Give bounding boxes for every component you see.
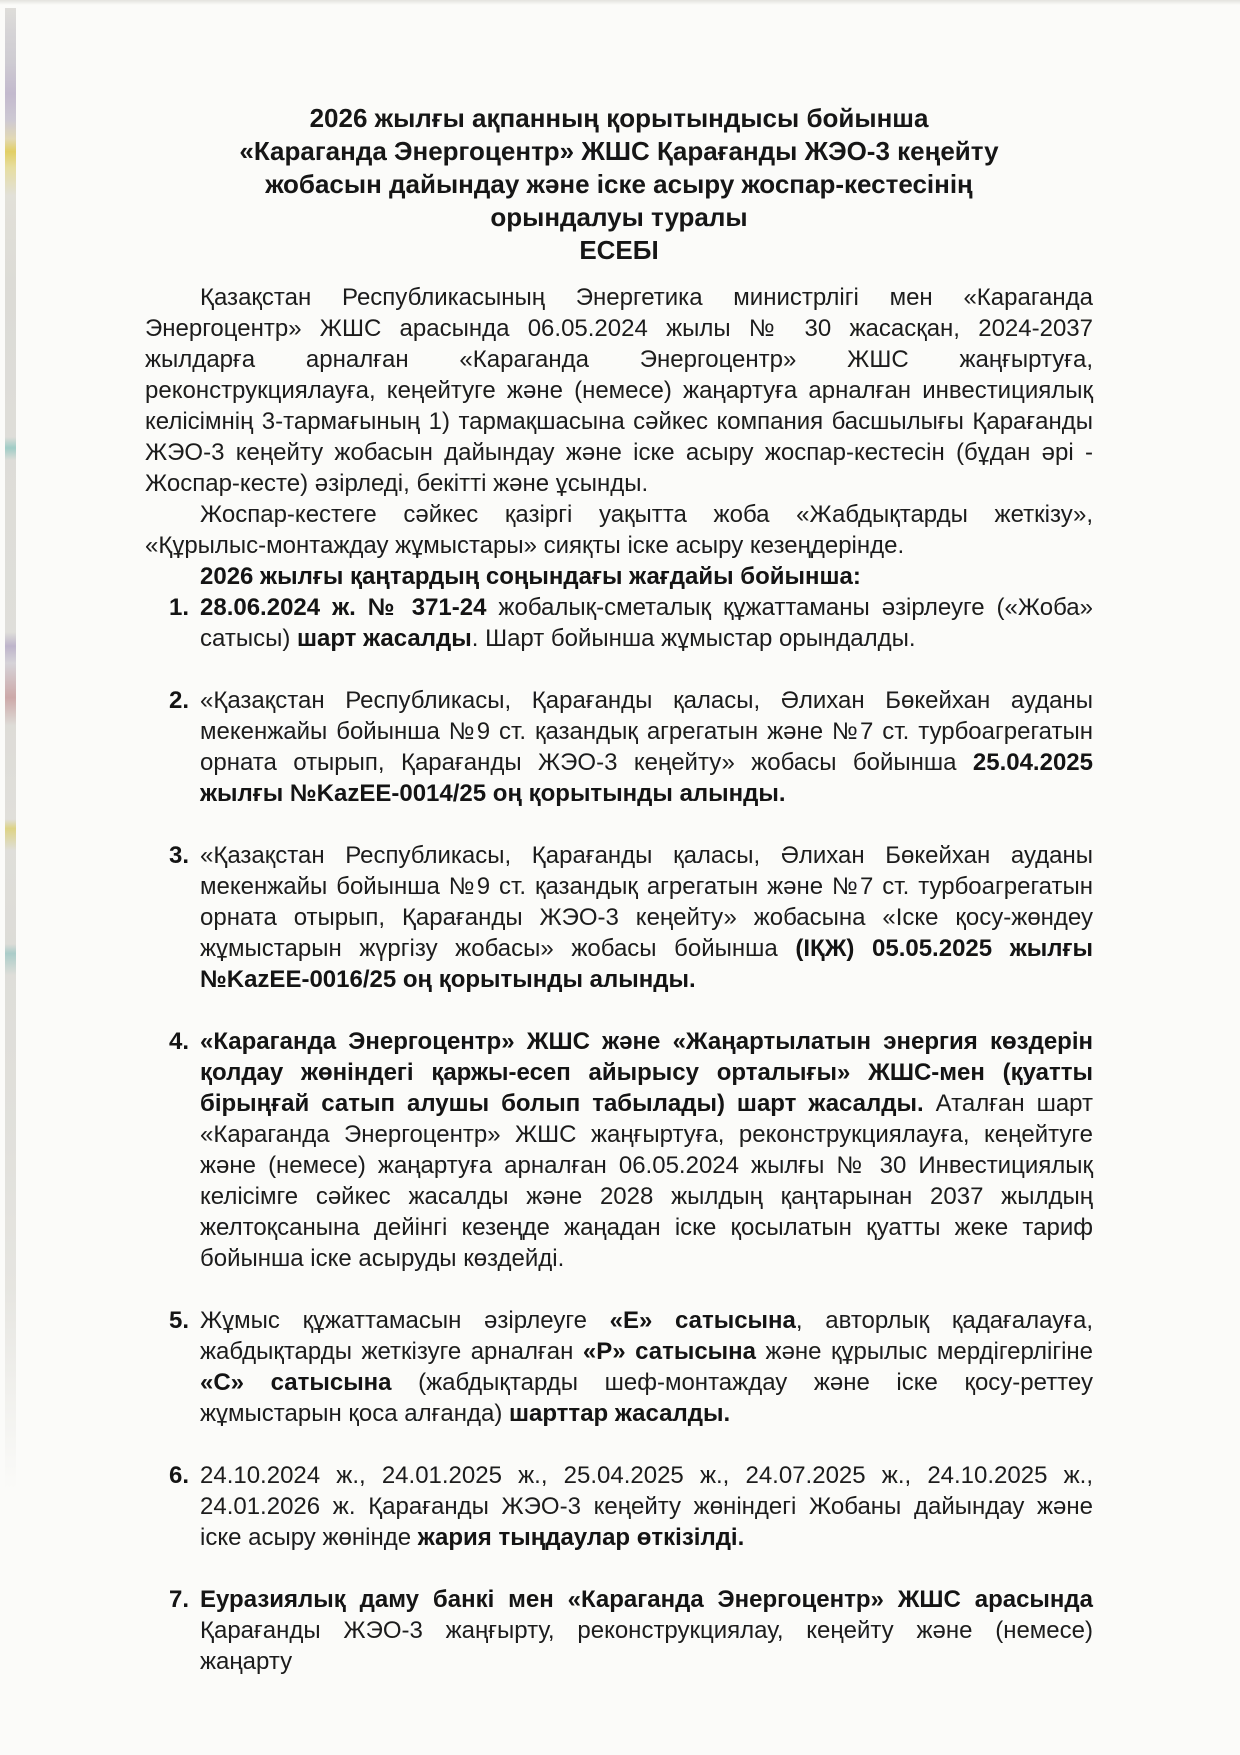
list-item	[145, 1460, 1093, 1553]
bold-text-segment: «С» сатысына	[200, 1369, 392, 1396]
list-item-text	[200, 1307, 1093, 1427]
bold-text-segment: 2026 жылғы қаңтардың соңындағы жағдайы бойынша:	[200, 563, 861, 590]
report-title	[145, 102, 1093, 267]
list-item-number: 1.	[169, 594, 190, 621]
text-segment: және құрылыс мердігерлігіне	[756, 1338, 1094, 1365]
text-segment: Жоспар-кестеге сәйкес қазіргі уақытта жоба «Жабдықтарды жеткізу», «Құрылыс-монтаждау жұмыстары» сияқты іске асыру кезеңдерінде.	[145, 501, 1093, 559]
text-segment: жобалық-сметалық құжаттаманы әзірлеуге («Жоба» сатысы)	[200, 594, 1093, 652]
list-item-text	[200, 594, 1093, 652]
text-segment: «Қазақстан Республикасы, Қарағанды қаласы, Әлихан Бөкейхан ауданы мекенжайы бойынша №9 ст. қазандық агрегатын және №7 ст. турбоагрегатын орната отырып, Қарағанды ЖЭО-3 кеңейту» жобасы бойынша	[200, 687, 1093, 776]
list-item-text	[200, 842, 1093, 993]
bold-text-segment: шарттар жасалды.	[508, 1400, 731, 1427]
bold-text-segment: Еуразиялық даму банкі мен «Караганда Энергоцентр» ЖШС арасында	[200, 1586, 1093, 1613]
list-item	[145, 592, 1093, 654]
bold-text-segment: 28.06.2024 ж. № 371-24	[200, 594, 499, 621]
list-item-number: 4.	[169, 1028, 190, 1055]
bold-text-segment: (ІҚЖ) 05.05.2025 жылғы №KazEE-0016/25 оң қорытынды алынды.	[200, 935, 1093, 993]
list-item-text	[200, 1028, 1093, 1272]
text-segment: Қазақстан Республикасының Энергетика министрлігі мен «Караганда Энергоцентр» ЖШС арасында 06.05.2024 жылы № 30 жасасқан, 2024-2037 жылдарға арналған «Караганда Энергоцентр» ЖШС жаңғыртуға, реконструкциялауға, кеңейтуге және (немесе) жаңартуға арналған инвестициялық келісімнің 3-тармағының 1) тармақшасына сәйкес компания басшылығы Қарағанды ЖЭО-3 кеңейту жобасын дайындау және іске асыру жоспар-кестесін (бұдан әрі - Жоспар-кесте) әзірледі, бекітті және ұсынды.	[145, 284, 1093, 497]
list-item	[145, 1584, 1093, 1677]
numbered-report-list	[145, 592, 1093, 1677]
bold-text-segment: «Р» сатысына	[582, 1338, 757, 1365]
text-segment: «Қазақстан Республикасы, Қарағанды қаласы, Әлихан Бөкейхан ауданы мекенжайы бойынша №9 ст. қазандық агрегатын және №7 ст. турбоагрегатын орната отырып, Қарағанды ЖЭО-3 кеңейту» жобасына «Іске қосу-жөндеу жұмыстарын жүргізу жобасы» жобасы бойынша	[200, 842, 1093, 962]
text-segment: 24.10.2024 ж., 24.01.2025 ж., 25.04.2025 ж., 24.07.2025 ж., 24.10.2025 ж., 24.01.2026 ж. Қарағанды ЖЭО-3 кеңейту жөніндегі Жобаны дайындау және іске асыру жөнінде	[200, 1462, 1093, 1551]
list-item	[145, 1305, 1093, 1429]
text-segment: , авторлық қадағалауға, жабдықтарды жеткізуге арналған	[200, 1307, 1093, 1365]
text-segment: Жұмыс құжаттамасын әзірлеуге	[200, 1307, 610, 1334]
list-item-number: 7.	[169, 1586, 190, 1613]
list-item	[145, 685, 1093, 809]
scan-edge-artifact	[5, 8, 16, 1568]
title-line: орындалуы туралы	[490, 202, 748, 232]
list-item-number: 5.	[169, 1307, 190, 1334]
bold-text-segment: 25.04.2025 жылғы №KazEE-0014/25 оң қорытынды алынды.	[200, 749, 1093, 807]
text-segment: . Шарт бойынша жұмыстар орындалды.	[471, 625, 916, 652]
title-line: жобасын дайындау және іске асыру жоспар-кестесінің	[265, 169, 973, 199]
list-item-number: 2.	[169, 687, 190, 714]
bold-text-segment: шарт жасалды	[296, 625, 472, 652]
bold-text-segment: «Е» сатысына	[609, 1307, 796, 1334]
list-item-text	[200, 1462, 1093, 1551]
section-subheading	[145, 561, 1093, 592]
list-item-text	[200, 687, 1093, 807]
intro-paragraph	[145, 282, 1093, 499]
scan-top-edge-artifact	[0, 0, 1240, 5]
text-segment: Қарағанды ЖЭО-3 жаңғырту, реконструкциялау, кеңейту және (немесе) жаңарту	[200, 1617, 1093, 1675]
list-item	[145, 1026, 1093, 1274]
bold-text-segment: «Караганда Энергоцентр» ЖШС және «Жаңартылатын энергия көздерін қолдау жөніндегі қаржы-есеп айырысу орталығы» ЖШС-мен (қуатты бірыңғай сатып алушы болып табылады) шарт жасалды.	[200, 1028, 1093, 1117]
list-item	[145, 840, 1093, 995]
document-content	[145, 102, 1093, 1677]
title-line: «Караганда Энергоцентр» ЖШС Қарағанды ЖЭО-3 кеңейту	[239, 136, 999, 166]
text-segment: (жабдықтарды шеф-монтаждау және іске қосу-реттеу жұмыстарын қоса алғанда)	[200, 1369, 1093, 1427]
list-item-text	[200, 1586, 1093, 1675]
title-line: 2026 жылғы ақпанның қорытындысы бойынша	[309, 103, 929, 133]
list-item-number: 6.	[169, 1462, 190, 1489]
list-item-number: 3.	[169, 842, 190, 869]
title-line: ЕСЕБІ	[579, 235, 659, 265]
bold-text-segment: жария тыңдаулар өткізілді.	[417, 1524, 745, 1551]
text-segment: Аталған шарт «Караганда Энергоцентр» ЖШС жаңғыртуға, реконструкциялауға, кеңейтуге және (немесе) жаңартуға арналған 06.05.2024 жылғы № 30 Инвестициялық келісімге сәйкес жасалды және 2028 жылдың қаңтарынан 2037 жылдың желтоқсанына дейінгі кезеңде жаңадан іске қосылатын қуатты жеке тариф бойынша іске асыруды көздейді.	[200, 1090, 1093, 1272]
status-paragraph	[145, 499, 1093, 561]
